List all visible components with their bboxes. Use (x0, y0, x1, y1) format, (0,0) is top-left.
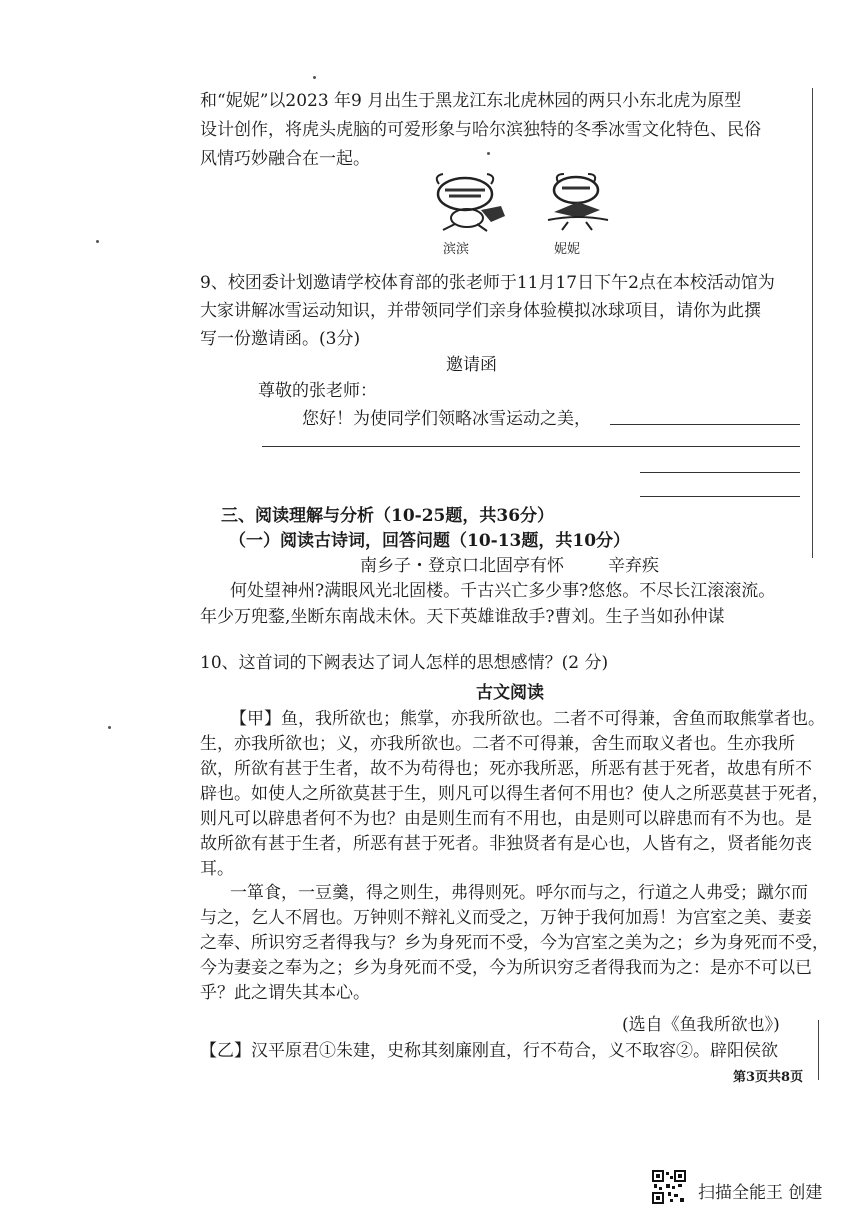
question10: 10、这首词的下阙表达了词人怎样的思想感情？(2 分) (200, 653, 609, 673)
jia-line-1: 【甲】鱼，我所欲也；熊掌，亦我所欲也。二者不可得兼，舍鱼而取熊掌者也。 (230, 709, 825, 729)
scan-speck (487, 152, 490, 155)
jia-line-5: 则凡可以辟患者何不为也？由是则生而有不用也，由是则可以辟患而有不为也。是 (200, 809, 812, 829)
poem-author: 辛弃疾 (608, 556, 659, 576)
scan-edge-line-lower (818, 1020, 819, 1080)
classical-title: 古文阅读 (476, 683, 544, 703)
scan-speck (313, 76, 316, 79)
answer-line-4[interactable] (640, 496, 800, 497)
scan-edge-line (812, 88, 813, 558)
qr-code-icon (652, 1170, 686, 1204)
poem-line-2: 年少万兜鍪,坐断东南战未休。天下英雄谁敌手?曹刘。生子当如孙仲谋 (200, 607, 725, 627)
poem-title: 南乡子・登京口北固亭有怀 (360, 556, 564, 576)
jia-line-4: 辟也。如使人之所欲莫甚于生，则凡可以得生者何不用也？使人之所恶莫甚于死者， (200, 784, 829, 804)
invitation-greeting: 您好！为使同学们领略冰雪运动之美， (302, 409, 591, 429)
jia-line-3: 欲，所欲有甚于生者，故不为苟得也；死亦我所恶，所恶有甚于死者，故患有所不 (200, 759, 812, 779)
answer-line-1[interactable] (610, 424, 800, 425)
intro-line-1: 和“妮妮”以2023 年9 月出生于黑龙江东北虎林园的两只小东北虎为原型 (200, 91, 742, 111)
answer-line-3[interactable] (640, 472, 800, 473)
scan-speck (108, 726, 111, 729)
jia2-line-4: 今为妻妾之奉为之；乡为身死而不受，今为所识穷乏者得我而为之：是亦不可以已 (200, 958, 812, 978)
nini-mascot-image (540, 172, 618, 234)
jia2-line-3: 之奉、所识穷乏者得我与？乡为身死而不受，今为宫室之美为之；乡为身死而不受， (200, 933, 829, 953)
intro-line-2: 设计创作，将虎头虎脑的可爱形象与哈尔滨独特的冬季冰雪文化特色、民俗 (200, 120, 761, 140)
answer-line-2[interactable] (262, 446, 800, 447)
poem-line-1: 何处望神州?满眼风光北固楼。千古兴亡多少事?悠悠。不尽长江滚滚流。 (230, 581, 776, 601)
yi-line-1: 【乙】汉平原君①朱建，史称其刻廉刚直，行不苟合，义不取容②。辟阳侯欲 (200, 1041, 778, 1061)
section3-heading: 三、阅读理解与分析（10-25题，共36分） (221, 506, 555, 526)
jia-line-2: 生，亦我所欲也；义，亦我所欲也。二者不可得兼，舍生而取义者也。生亦我所 (200, 734, 795, 754)
jia2-line-1: 一箪食，一豆羹，得之则生，弗得则死。呼尔而与之，行道之人弗受；蹴尔而 (230, 883, 808, 903)
page-number: 第3页共8页 (733, 1070, 804, 1085)
invitation-salutation: 尊敬的张老师： (258, 381, 377, 401)
section3-subheading: （一）阅读古诗词，回答问题（10-13题，共10分） (229, 531, 631, 551)
question9-line-2: 大家讲解冰雪运动知识，并带领同学们亲身体验模拟冰球项目，请你为此撰 (200, 301, 761, 321)
jia-line-6: 故所欲有甚于生者，所恶有甚于死者。非独贤者有是心也，人皆有之，贤者能勿丧 (200, 834, 812, 854)
jia2-line-2: 与之，乞人不屑也。万钟则不辩礼义而受之，万钟于我何加焉！为宫室之美、妻妾 (200, 908, 812, 928)
nini-caption: 妮妮 (554, 242, 581, 257)
binbin-mascot-image (425, 172, 515, 234)
binbin-caption: 滨滨 (443, 242, 470, 257)
jia-line-7: 耳。 (200, 859, 234, 879)
question9-line-1: 9、校团委计划邀请学校体育部的张老师于11月17日下午2点在本校活动馆为 (200, 273, 775, 293)
intro-line-3: 风情巧妙融合在一起。 (200, 149, 370, 169)
jia2-line-5: 乎？此之谓失其本心。 (200, 983, 370, 1003)
question9-line-3: 写一份邀请函。(3分) (200, 329, 361, 349)
scan-speck (96, 240, 99, 243)
source-citation: (选自《鱼我所欲也》) (622, 1015, 780, 1035)
watermark-text: 扫描全能王 创建 (698, 1183, 823, 1203)
invitation-title: 邀请函 (446, 355, 497, 375)
